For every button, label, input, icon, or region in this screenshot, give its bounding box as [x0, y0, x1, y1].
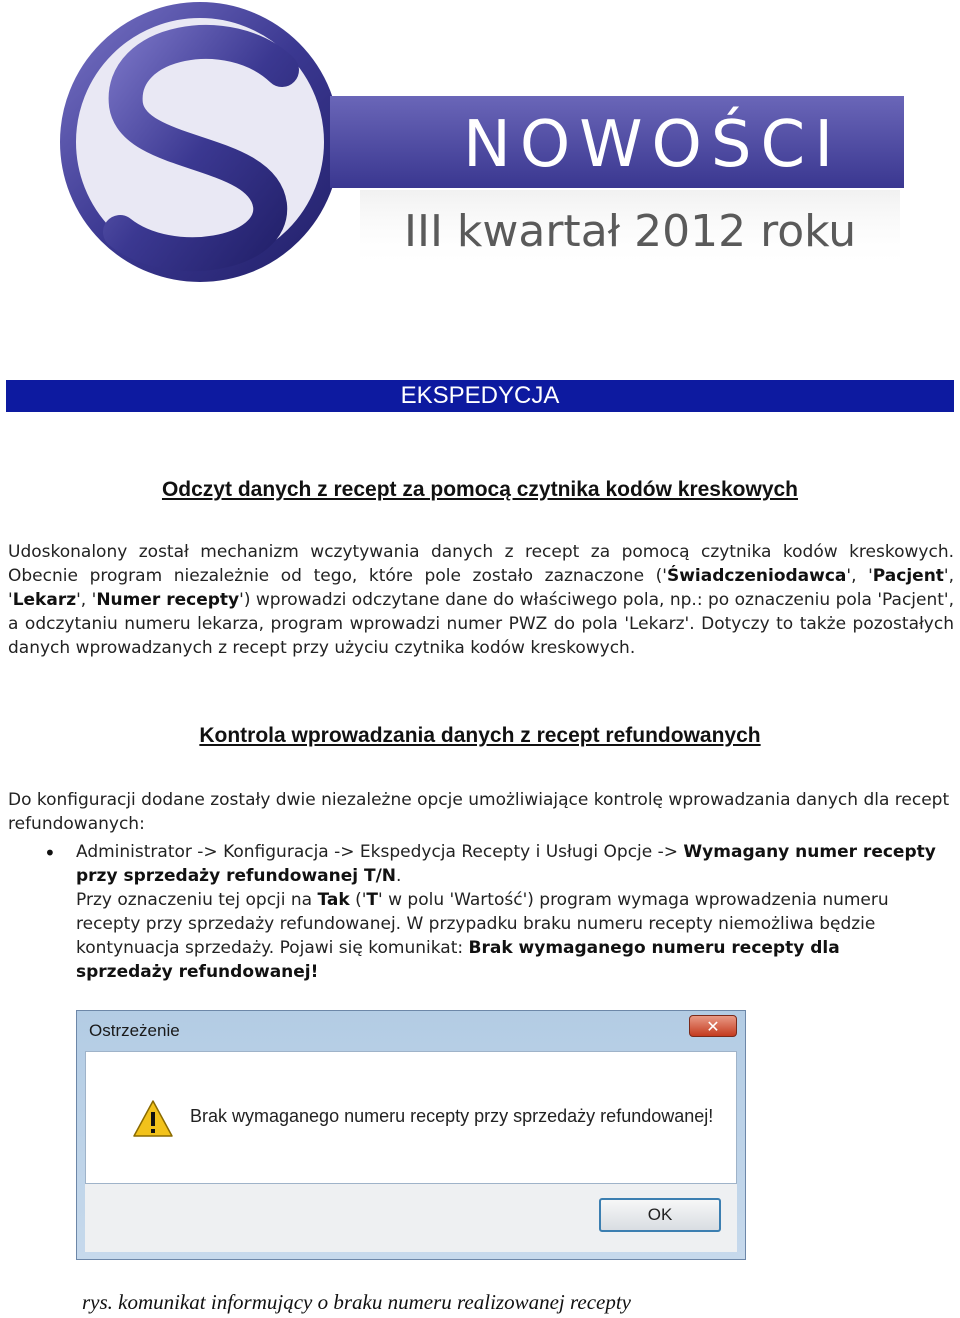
dialog-message: Brak wymaganego numeru recepty przy sprzedaży refundowanej! — [190, 1106, 714, 1126]
section1-p2-start: Obecnie program niezależnie od tego, które pole zostało zaznaczone (' — [8, 566, 667, 586]
bullet-point: • — [44, 841, 56, 865]
section-band-label: EKSPEDYCJA — [400, 382, 560, 409]
section1-paragraph — [8, 540, 954, 660]
header-logo — [0, 0, 960, 300]
close-icon: ✕ — [706, 1016, 720, 1036]
keyword-numer-recepty: Numer recepty — [96, 590, 240, 610]
section1-p2-end: ') wprowadzi odczytane dane do właściwego pola, np.: po oznaczeniu pola 'Pacjent', a odczytaniu numeru lekarza, program wprowadzi numer PWZ do pola 'Lekarz'. Dotyczy to także pozostałych danych wprowadzanych z recept przy użyciu czytnika kodów kreskowych. — [8, 590, 955, 658]
keyword-swiadczeniodawca: Świadczeniodawca — [666, 566, 847, 586]
section-band — [6, 380, 954, 412]
keyword-pacjent: Pacjent — [872, 566, 944, 586]
logo-title: NOWOŚCI — [463, 108, 843, 182]
detail-start: Przy oznaczeniu tej opcji na — [76, 890, 318, 910]
figure-caption: rys. komunikat informujący o braku numeru realizowanej recepty — [82, 1290, 632, 1314]
bullet-text — [76, 840, 936, 888]
detail-sep: (' — [349, 890, 367, 910]
section2-intro: Do konfiguracji dodane zostały dwie niezależne opcje umożliwiające kontrolę wprowadzania danych dla recept refundowanych: — [8, 790, 950, 834]
dialog-body — [85, 1051, 737, 1184]
warning-icon — [132, 1098, 174, 1140]
bullet-period: . — [396, 866, 402, 886]
logo-graphic — [0, 0, 960, 300]
close-button[interactable] — [689, 1015, 737, 1037]
detail-message: Brak wymaganego numeru recepty dla sprzedaży refundowanej! — [76, 938, 840, 982]
detail-t: T — [366, 890, 379, 910]
bullet-path: Administrator -> Konfiguracja -> Ekspedycja Recepty i Usługi Opcje -> — [76, 842, 684, 862]
separator: ', ' — [8, 566, 954, 610]
separator: ', ' — [846, 566, 873, 586]
ok-button[interactable]: OK — [599, 1198, 721, 1232]
detail-tak: Tak — [317, 890, 350, 910]
section1-p1: Udoskonalony został mechanizm wczytywania danych z recept za pomocą czytnika kodów kreskowych. — [8, 542, 954, 562]
section2-heading: Kontrola wprowadzania danych z recept refundowanych — [199, 724, 761, 747]
logo-subtitle: III kwartał 2012 roku — [404, 206, 857, 257]
dialog-title: Ostrzeżenie — [89, 1021, 180, 1040]
section1-heading: Odczyt danych z recept za pomocą czytnika kodów kreskowych — [161, 478, 799, 501]
dialog-footer — [85, 1184, 737, 1252]
keyword-lekarz: Lekarz — [12, 590, 77, 610]
detail-middle: ' w polu 'Wartość') program wymaga wprowadzenia numeru recepty przy sprzedaży refundowanej. W przypadku braku numeru recepty niemożliwa będzie kontynuacja sprzedaży. Pojawi się komunikat: — [76, 890, 889, 958]
bullet-option: Wymagany numer recepty przy sprzedaży refundowanej T/N — [76, 842, 936, 886]
warning-dialog — [76, 1010, 746, 1260]
separator: ', ' — [76, 590, 97, 610]
bullet-detail — [76, 888, 936, 984]
